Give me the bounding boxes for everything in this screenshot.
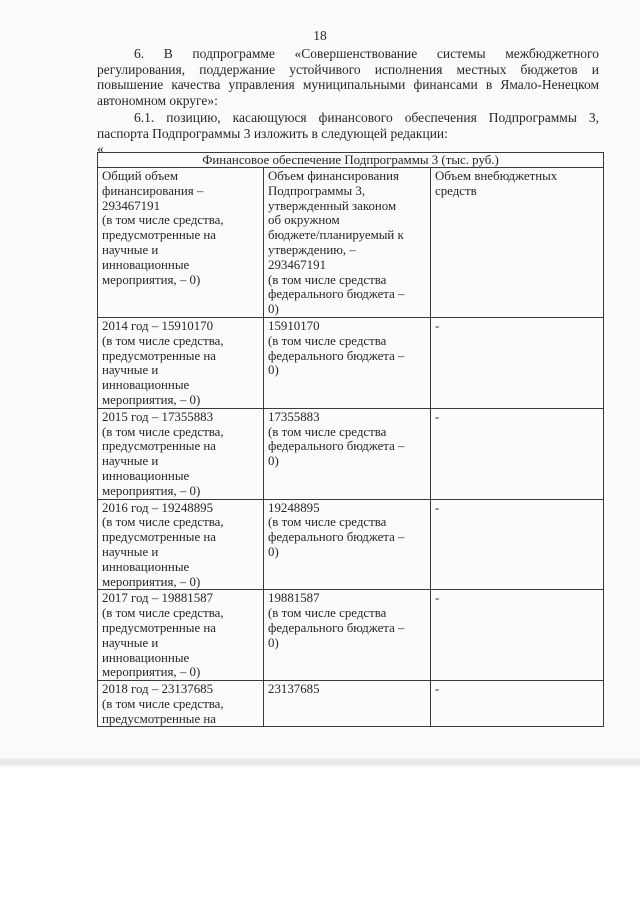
cell-text-line: 17355883 — [268, 409, 320, 424]
cell-text-line: 2017 год – 19881587 — [102, 591, 214, 606]
page-number: 18 — [313, 28, 327, 43]
extrabudgetary-value: - — [435, 318, 440, 333]
cell-text-line: предусмотренные на — [102, 620, 217, 635]
cell-text-line: финансирования – — [102, 183, 204, 198]
table-row — [98, 408, 604, 499]
cell-text-line: Общий объем — [102, 169, 179, 183]
cell-text-line: 0) — [268, 454, 279, 469]
cell-text-line: 19248895 — [268, 500, 320, 515]
cell-text-line: 23137685 — [268, 682, 320, 697]
year-extrabudgetary-cell — [431, 499, 604, 590]
cell-text-line: инновационные — [102, 378, 190, 393]
cell-text-line: (в том числе средства, — [102, 515, 224, 530]
extrabudgetary-header-cell — [431, 168, 604, 318]
cell-text-line: (в том числе средства — [268, 515, 387, 530]
scan-edge-shadow — [0, 758, 640, 768]
cell-text-line: 0) — [268, 302, 279, 317]
cell-text-line: (в том числе средства — [268, 606, 387, 621]
cell-text-line: мероприятия, – 0) — [102, 574, 201, 589]
year-total-cell — [98, 681, 264, 727]
extrabudgetary-value: - — [435, 409, 440, 424]
table-header-row — [98, 168, 604, 318]
total-financing-cell — [98, 168, 264, 318]
amendment-paragraph-6: 6. В подпрограмме «Совершенствование системы межбюджетного регулирования, поддержание устойчивого исполнения местных бюджетов и повышение качества управления муниципальными финансами в Ямало-Ненецком автономном округе»: — [97, 46, 599, 108]
year-extrabudgetary-cell — [431, 681, 604, 727]
year-budget-cell — [264, 499, 431, 590]
year-total-cell — [98, 499, 264, 590]
cell-text-line: 2014 год – 15910170 — [102, 318, 214, 333]
year-budget-cell — [264, 681, 431, 727]
cell-text-line: инновационные — [102, 468, 190, 483]
cell-text-line: инновационные — [102, 257, 190, 272]
extrabudgetary-value: - — [435, 500, 440, 515]
cell-text-line: федерального бюджета – — [268, 348, 405, 363]
cell-text-line: 0) — [268, 363, 279, 378]
cell-text-line: 2015 год – 17355883 — [102, 409, 214, 424]
cell-text-line: федерального бюджета – — [268, 530, 405, 545]
year-budget-cell — [264, 317, 431, 408]
cell-text-line: мероприятия, – 0) — [102, 392, 201, 407]
cell-text-line: 0) — [268, 635, 279, 650]
year-budget-cell — [264, 590, 431, 681]
cell-text-line: Объем финансирования — [268, 169, 399, 183]
year-total-cell — [98, 317, 264, 408]
cell-text-line: мероприятия, – 0) — [102, 483, 201, 498]
extrabudgetary-value: - — [435, 682, 440, 697]
cell-text-line: 2018 год – 23137685 — [102, 682, 214, 697]
subprogram-financing-cell — [264, 168, 431, 318]
year-extrabudgetary-cell — [431, 590, 604, 681]
year-extrabudgetary-cell — [431, 317, 604, 408]
cell-text-line: предусмотренные на — [102, 439, 217, 454]
cell-text-line: (в том числе средства, — [102, 424, 224, 439]
table-row — [98, 499, 604, 590]
cell-text-line: 19881587 — [268, 591, 320, 606]
extrabudgetary-value: - — [435, 591, 440, 606]
table-caption: Финансовое обеспечение Подпрограммы 3 (тыс. руб.) — [98, 153, 604, 168]
cell-text-line: предусмотренные на — [102, 711, 217, 726]
cell-text-line: научные и — [102, 635, 159, 650]
cell-text-line: предусмотренные на — [102, 530, 217, 545]
cell-text-line: средств — [435, 183, 477, 198]
cell-text-line: Подпрограммы 3, — [268, 183, 366, 198]
cell-text-line: утверждению, – — [268, 242, 356, 257]
cell-text-line: научные и — [102, 363, 159, 378]
cell-text-line: федерального бюджета – — [268, 439, 405, 454]
cell-text-line: научные и — [102, 544, 159, 559]
cell-text-line: 0) — [268, 544, 279, 559]
cell-text-line: утвержденный законом — [268, 198, 397, 213]
cell-text-line: (в том числе средства, — [102, 333, 224, 348]
amendment-paragraph-6-1: 6.1. позицию, касающуюся финансового обеспечения Подпрограммы 3, паспорта Подпрограммы 3 изложить в следующей редакции: — [97, 110, 599, 141]
cell-text-line: Объем внебюджетных — [435, 169, 558, 183]
cell-text-line: научные и — [102, 242, 159, 257]
year-total-cell — [98, 590, 264, 681]
year-extrabudgetary-cell — [431, 408, 604, 499]
cell-text-line: 293467191 — [268, 257, 327, 272]
cell-text-line: предусмотренные на — [102, 348, 217, 363]
cell-text-line: инновационные — [102, 650, 190, 665]
year-budget-cell — [264, 408, 431, 499]
cell-text-line: 293467191 — [102, 198, 161, 213]
financing-table — [97, 152, 604, 727]
cell-text-line: научные и — [102, 454, 159, 469]
cell-text-line: (в том числе средства — [268, 272, 387, 287]
cell-text-line: инновационные — [102, 559, 190, 574]
cell-text-line: (в том числе средства, — [102, 606, 224, 621]
cell-text-line: 2016 год – 19248895 — [102, 500, 214, 515]
cell-text-line: (в том числе средства, — [102, 213, 224, 228]
table-row — [98, 681, 604, 727]
cell-text-line: федерального бюджета – — [268, 620, 405, 635]
opening-quote-mark: « — [97, 141, 104, 156]
cell-text-line: (в том числе средства, — [102, 696, 224, 711]
cell-text-line: об окружном — [268, 213, 340, 228]
cell-text-line: (в том числе средства — [268, 424, 387, 439]
cell-text-line: мероприятия, – 0) — [102, 665, 201, 680]
table-row — [98, 317, 604, 408]
cell-text-line: федерального бюджета – — [268, 287, 405, 302]
cell-text-line: (в том числе средства — [268, 333, 387, 348]
cell-text-line: бюджете/планируемый к — [268, 228, 404, 243]
cell-text-line: мероприятия, – 0) — [102, 272, 201, 287]
table-row — [98, 590, 604, 681]
year-total-cell — [98, 408, 264, 499]
cell-text-line: 15910170 — [268, 318, 320, 333]
cell-text-line: предусмотренные на — [102, 228, 217, 243]
